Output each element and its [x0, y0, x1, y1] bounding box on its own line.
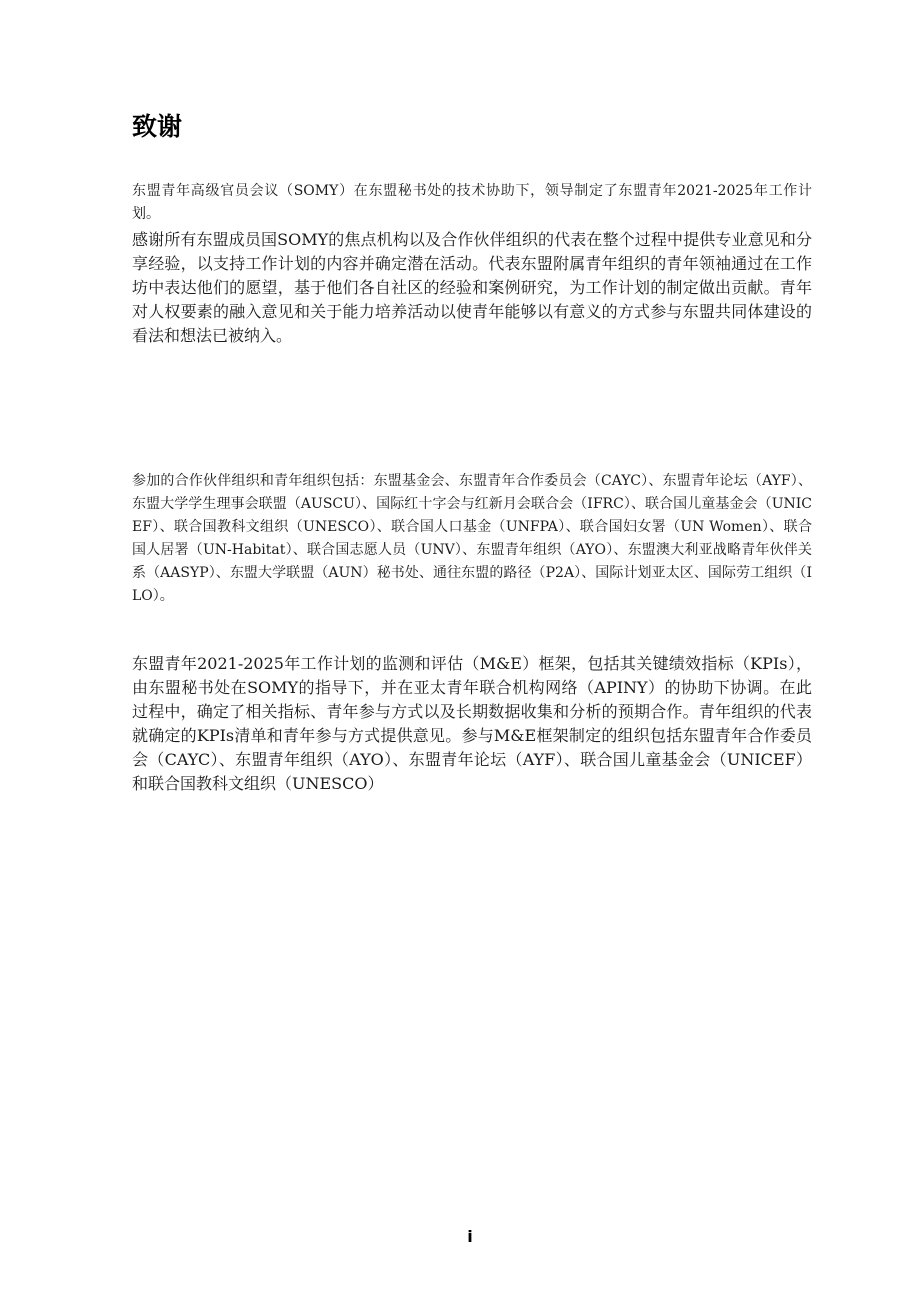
paragraph-me-framework: 东盟青年2021-2025年工作计划的监测和评估（M&E）框架，包括其关键绩效指标（KPIs），由东盟秘书处在SOMY的指导下，并在亚太青年联合机构网络（APINY）的协助下协调。在此过程中，确定了相关指标、青年参与方式以及长期数据收集和分析的预期合作。青年组织的代表就确定的KPIs清单和青年参与方式提供意见。参与M&E框架制定的组织包括东盟青年合作委员会（CAYC）、东盟青年组织（AYO）、东盟青年论坛（AYF）、联合国儿童基金会（UNICEF）和联合国教科文组织（UNESCO） [132, 654, 812, 793]
page-number: i [467, 1227, 473, 1246]
paragraph-somy-lead: 东盟青年高级官员会议（SOMY）在东盟秘书处的技术协助下，领导制定了东盟青年2021-2025年工作计划。 [132, 183, 812, 222]
paragraph-acknowledgement: 感谢所有东盟成员国SOMY的焦点机构以及合作伙伴组织的代表在整个过程中提供专业意见和分享经验，以支持工作计划的内容并确定潜在活动。代表东盟附属青年组织的青年领袖通过在工作坊中表达他们的愿望，基于他们各自社区的经验和案例研究，为工作计划的制定做出贡献。青年对人权要素的融入意见和关于能力培养活动以使青年能够以有意义的方式参与东盟共同体建设的看法和想法已被纳入。 [132, 230, 812, 345]
paragraph-partner-organizations: 参加的合作伙伴组织和青年组织包括：东盟基金会、东盟青年合作委员会（CAYC）、东盟青年论坛（AYF）、东盟大学学生理事会联盟（AUSCU）、国际红十字会与红新月会联合会（IFRC）、联合国儿童基金会（UNICEF）、联合国教科文组织（UNESCO）、联合国人口基金（UNFPA）、联合国妇女署（UN Women）、联合国人居署（UN-Habitat）、联合国志愿人员（UNV）、东盟青年组织（AYO）、东盟澳大利亚战略青年伙伴关系（AASYP）、东盟大学联盟（AUN）秘书处、通往东盟的路径（P2A）、国际计划亚太区、国际劳工组织（ILO）。 [132, 473, 812, 604]
page-title: 致谢 [132, 112, 183, 141]
